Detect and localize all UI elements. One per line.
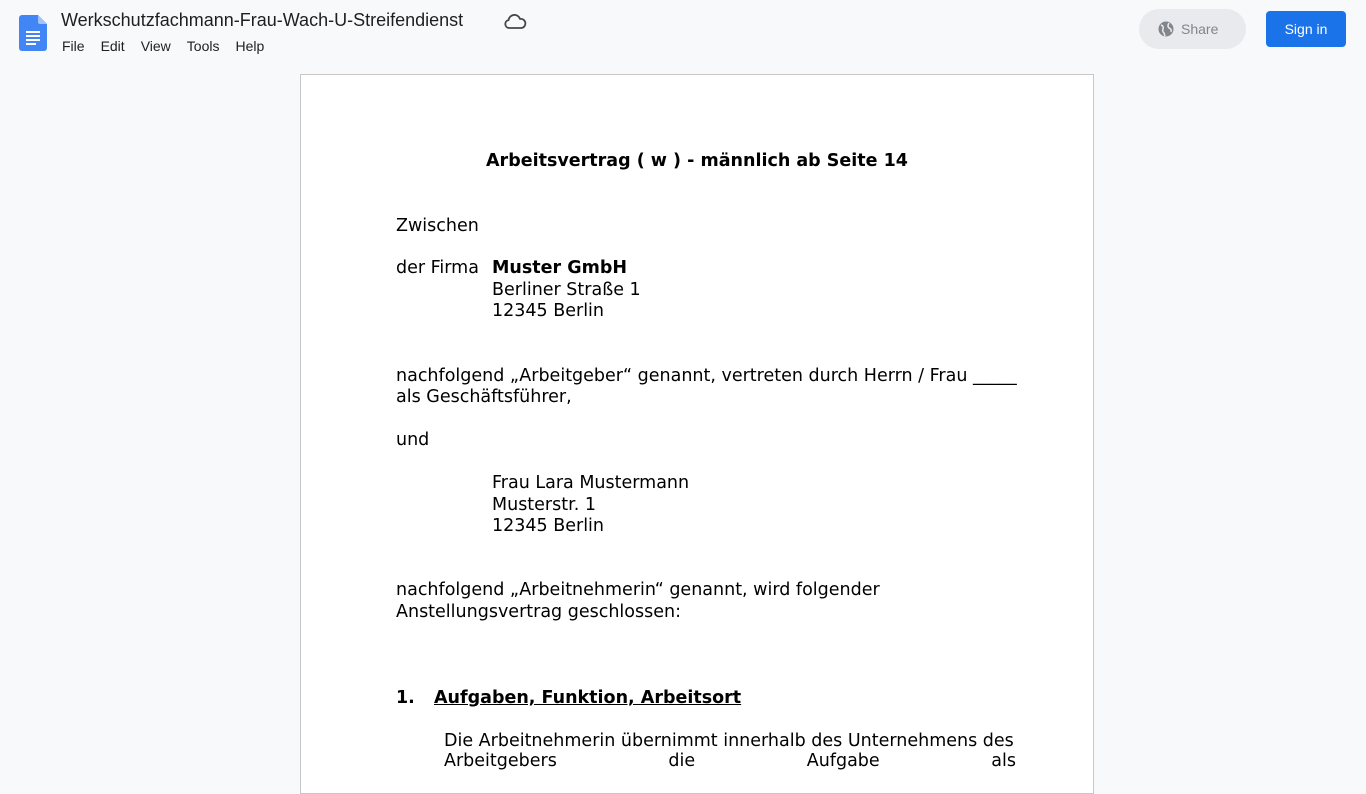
employee-name: Frau Lara Mustermann bbox=[492, 473, 690, 493]
document-heading: Arbeitsvertrag ( w ) - männlich ab Seite 14 bbox=[486, 151, 908, 171]
sign-in-button[interactable]: Sign in bbox=[1266, 11, 1346, 47]
employer-city: 12345 Berlin bbox=[492, 301, 605, 321]
section-1-number: 1. bbox=[396, 688, 415, 708]
employee-street: Musterstr. 1 bbox=[492, 495, 596, 515]
menu-bar bbox=[54, 36, 272, 56]
employer-name: Muster GmbH bbox=[492, 258, 628, 278]
menu-help[interactable]: Help bbox=[235, 38, 265, 54]
employer-paragraph-line1: nachfolgend „Arbeitgeber“ genannt, vertreten durch Herrn / Frau _____ bbox=[396, 366, 1017, 386]
globe-icon bbox=[1157, 20, 1175, 38]
menu-view[interactable]: View bbox=[140, 38, 171, 54]
firma-label: der Firma bbox=[396, 258, 479, 278]
section-1-line2 bbox=[444, 751, 1016, 772]
section-1-line1: Die Arbeitnehmerin übernimmt innerhalb des Unternehmens des bbox=[444, 731, 1014, 751]
section-1-word: die bbox=[668, 751, 696, 771]
employee-paragraph-line1: nachfolgend „Arbeitnehmerin“ genannt, wird folgender bbox=[396, 580, 880, 600]
section-1-word: Aufgabe bbox=[806, 751, 880, 771]
menu-tools[interactable]: Tools bbox=[186, 38, 220, 54]
document-title[interactable]: Werkschutzfachmann-Frau-Wach-U-Streifendienst bbox=[61, 10, 464, 30]
document-page[interactable] bbox=[300, 74, 1094, 794]
cloud-saved-icon[interactable] bbox=[503, 12, 527, 32]
document-body bbox=[301, 75, 1093, 793]
top-bar bbox=[0, 0, 1366, 62]
zwischen-text: Zwischen bbox=[396, 216, 479, 236]
menu-file[interactable]: File bbox=[62, 38, 85, 54]
employer-street: Berliner Straße 1 bbox=[492, 280, 641, 300]
share-button[interactable] bbox=[1139, 9, 1246, 49]
employer-paragraph-line2: als Geschäftsführer, bbox=[396, 387, 572, 407]
employee-paragraph-line2: Anstellungsvertrag geschlossen: bbox=[396, 602, 681, 622]
section-1-heading: Aufgaben, Funktion, Arbeitsort bbox=[434, 688, 742, 708]
menu-edit[interactable]: Edit bbox=[100, 38, 125, 54]
und-text: und bbox=[396, 430, 430, 450]
section-1-word: als bbox=[991, 751, 1016, 771]
share-label: Share bbox=[1181, 21, 1219, 37]
employee-city: 12345 Berlin bbox=[492, 516, 605, 536]
docs-logo-icon[interactable] bbox=[19, 15, 47, 51]
section-1-word: Arbeitgebers bbox=[444, 751, 557, 771]
